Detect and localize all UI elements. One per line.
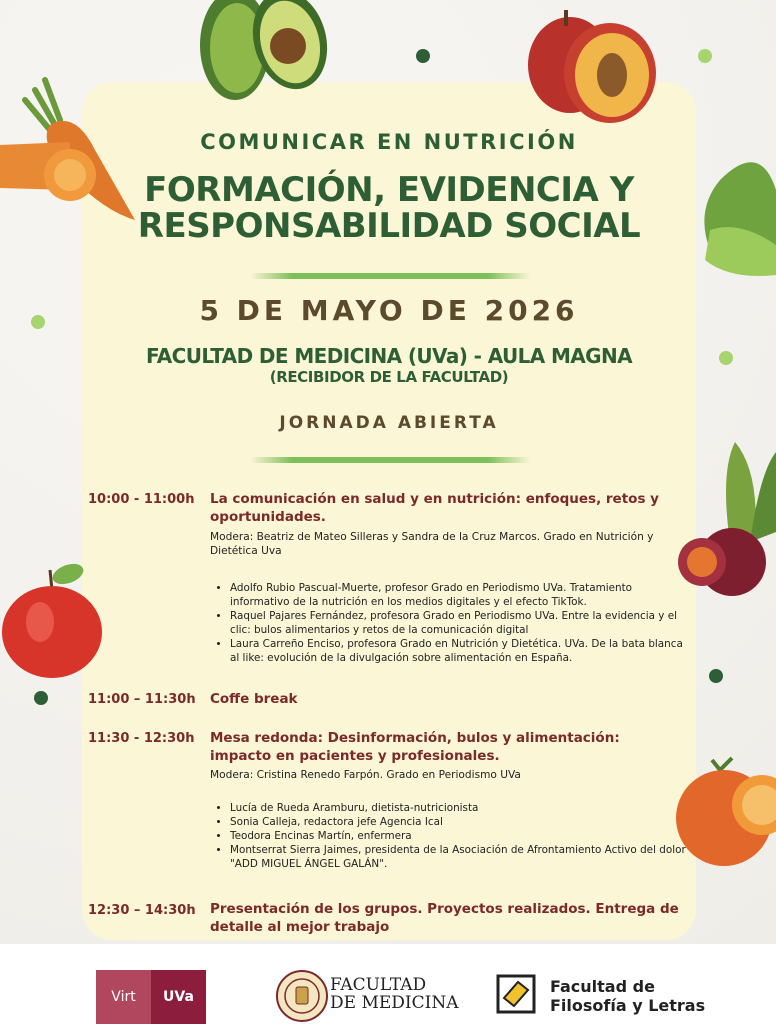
schedule-time: 10:00 - 11:00h	[88, 492, 195, 507]
dot-decoration	[697, 48, 713, 64]
speaker-item: • Laura Carreño Enciso, profesora Grado en Nutrición y Dietética. UVa. De la bata blanca al like: evolución de la divulgación sobre alimentación en España.	[230, 637, 690, 665]
schedule-title: Mesa redonda: Desinformación, bulos y alimentación: impacto en pacientes y profesionales.	[210, 730, 620, 764]
event-kicker: COMUNICAR EN NUTRICIÓN	[200, 130, 578, 154]
speaker-item: • Adolfo Rubio Pascual-Muerte, profesor Grado en Periodismo UVa. Tratamiento informativo de la nutrición en los medios digitales y el efecto TikTok.	[230, 581, 690, 609]
virtuva-logo-right: UVa	[151, 970, 206, 1024]
event-title-line2: RESPONSABILIDAD SOCIAL	[137, 206, 641, 246]
speaker-item: • Lucía de Rueda Aramburu, dietista-nutricionista	[230, 801, 690, 815]
dot-decoration	[708, 668, 724, 684]
schedule-time: 12:30 – 14:30h	[88, 903, 196, 918]
lettuce-icon	[700, 150, 776, 280]
peach-icon	[520, 5, 665, 125]
event-type: JORNADA ABIERTA	[279, 413, 499, 433]
medicina-logo-line2: DE MEDICINA	[330, 993, 459, 1013]
dot-decoration	[415, 48, 431, 64]
schedule-moderator: Modera: Beatriz de Mateo Silleras y Sandra de la Cruz Marcos. Grado en Nutrición y Dietética Uva	[210, 531, 654, 557]
speaker-item: • Raquel Pajares Fernández, profesora Grado en Periodismo UVa. Entre la evidencia y el clic: bulos alimentarios y retos de la comunicación digital	[230, 609, 690, 637]
speaker-item: • Sonia Calleja, redactora jefe Agencia Ical	[230, 815, 690, 829]
dot-decoration	[30, 314, 46, 330]
schedule-title: La comunicación en salud y en nutrición: enfoques, retos y oportunidades.	[210, 491, 659, 525]
dot-decoration	[33, 690, 49, 706]
event-title-line1: FORMACIÓN, EVIDENCIA Y	[144, 170, 634, 210]
schedule-moderator: Modera: Cristina Renedo Farpón. Grado en Periodismo UVa	[210, 769, 521, 781]
schedule-time: 11:00 – 11:30h	[88, 692, 196, 707]
speaker-list	[210, 581, 690, 665]
medicina-logo-line1: FACULTAD	[330, 975, 427, 995]
apple-icon	[0, 560, 105, 680]
event-title	[82, 172, 696, 244]
speaker-list	[210, 801, 690, 871]
schedule-title: Presentación de los grupos. Proyectos realizados. Entrega de detalle al mejor trabajo	[210, 901, 679, 935]
dot-decoration	[718, 350, 734, 366]
filosofia-logo-text	[550, 977, 705, 1015]
virtuva-logo-left: Virt	[96, 970, 151, 1024]
event-location: FACULTAD DE MEDICINA (UVa) - AULA MAGNA	[146, 344, 632, 368]
filosofia-logo-line2: Filosofía y Letras	[550, 996, 706, 1015]
schedule-time: 11:30 - 12:30h	[88, 731, 195, 746]
event-date: 5 DE MAYO DE 2026	[199, 294, 579, 327]
divider-stroke	[250, 457, 530, 463]
medicina-logo-text	[330, 976, 458, 1012]
filosofia-logo-icon	[494, 972, 538, 1016]
virtuva-logo	[96, 970, 206, 1024]
filosofia-logo-line1: Facultad de	[550, 977, 655, 996]
medicina-seal-icon	[276, 970, 328, 1022]
avocado-icon	[195, 0, 330, 105]
speaker-item: • Teodora Encinas Martín, enfermera	[230, 829, 690, 843]
event-location-detail: (RECIBIDOR DE LA FACULTAD)	[269, 368, 509, 386]
schedule-title: Coffe break	[210, 691, 298, 707]
speaker-item: • Montserrat Sierra Jaimes, presidenta de la Asociación de Afrontamiento Activo del dolor "ADD MIGUEL ÁNGEL GALÁN".	[230, 843, 690, 871]
divider-stroke	[250, 273, 530, 279]
